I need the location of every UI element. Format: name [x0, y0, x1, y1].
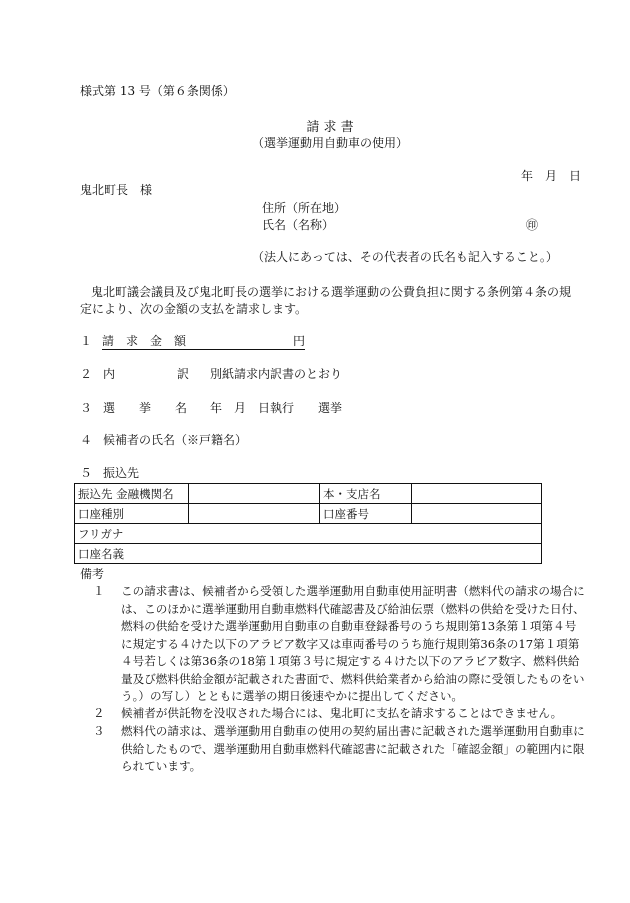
transfer-destination-label: 振込先 [103, 466, 140, 480]
remark-number: ２ [93, 706, 105, 720]
remark-number: １ [93, 584, 105, 598]
seal-mark: ㊞ [526, 218, 539, 232]
furigana-field[interactable] [75, 524, 542, 544]
name-label: 氏名（名称） [262, 218, 335, 232]
intro-line-2: 定により、次の金額の支払を請求します。 [80, 302, 308, 316]
item5-number: ５ [80, 466, 93, 480]
form-number: 様式第 13 号（第６条関係） [80, 84, 235, 98]
account-number-label: 口座番号 [320, 504, 412, 524]
remark-text: 燃料代の請求は、選挙運動用自動車の使用の契約届出書に記載された選挙運動用自動車に供給したもので、選挙運動用自動車燃料代確認書に記載された「確認金額」の範囲内に限られています。 [121, 724, 585, 773]
table-row [75, 524, 542, 544]
remark-text: この請求書は、候補者から受領した選挙運動用自動車使用証明書（燃料代の請求の場合には、このほかに選挙運動用自動車燃料代確認書及び給油伝票（燃料の供給を受けた日付、燃料の供給を受けた選挙運動用自動車の自動車登録番号のうち規則第13条第１項第４号に規定する４けた以下のアラビア数字又は車両番号のうち施行規則第36条の17第１項第４号若しくは第36条の18第１項第３号に規定する４けた以下のアラビア数字、燃料供給量及び燃料供給金額が記載された書面で、燃料供給業者から給油の際に受領したものをいう。）の写し）とともに選挙の期日後速やかに提出してください。 [121, 584, 585, 703]
account-type-field[interactable] [189, 504, 320, 524]
item2-number: ２ [80, 367, 93, 381]
branch-label: 本・支店名 [320, 484, 412, 504]
item1-number: １ [80, 334, 93, 348]
account-holder-field[interactable] [75, 544, 542, 564]
breakdown-label-1: 内 [103, 367, 116, 381]
item3-number: ３ [80, 401, 93, 415]
account-number-field[interactable] [412, 504, 542, 524]
remark-text: 候補者が供託物を没収された場合には、鬼北町に支払を請求することはできません。 [121, 706, 563, 720]
intro-line-1: 鬼北町議会議員及び鬼北町長の選挙における選挙運動の公費負担に関する条例第４条の規 [91, 285, 572, 299]
table-row [75, 544, 542, 564]
candidate-name-label: 候補者の氏名（※戸籍名） [103, 433, 248, 447]
remark-number: ３ [93, 724, 105, 738]
account-holder-label: 口座名義 [78, 546, 124, 561]
address-label: 住所（所在地） [262, 201, 347, 215]
document-subtitle: （選挙運動用自動車の使用） [251, 136, 409, 150]
furigana-label: フリガナ [78, 526, 124, 541]
remarks-title: 備考 [80, 567, 105, 581]
bank-name-field[interactable] [189, 484, 320, 504]
bank-name-label: 振込先 金融機関名 [75, 484, 189, 504]
corporate-note: （法人にあっては、その代表者の氏名も記入すること。） [252, 250, 558, 264]
addressee: 鬼北町長 様 [80, 183, 153, 197]
document-title: 請 求 書 [306, 120, 354, 135]
table-row [75, 484, 542, 504]
branch-field[interactable] [412, 484, 542, 504]
date-line: 年 月 日 [521, 169, 582, 183]
breakdown-value: 別紙請求内訳書のとおり [210, 367, 343, 381]
request-amount-field[interactable] [102, 335, 305, 350]
election-name-label: 選 挙 名 [103, 401, 188, 415]
breakdown-label-2: 訳 [177, 367, 190, 381]
item4-number: ４ [80, 433, 93, 447]
yen-unit: 円 [292, 334, 305, 348]
bank-transfer-table [74, 483, 542, 564]
table-row [75, 504, 542, 524]
account-type-label: 口座種別 [75, 504, 189, 524]
request-amount-label: 請 求 金 額 [102, 334, 187, 348]
election-date-value: 年 月 日執行 選挙 [210, 401, 343, 415]
